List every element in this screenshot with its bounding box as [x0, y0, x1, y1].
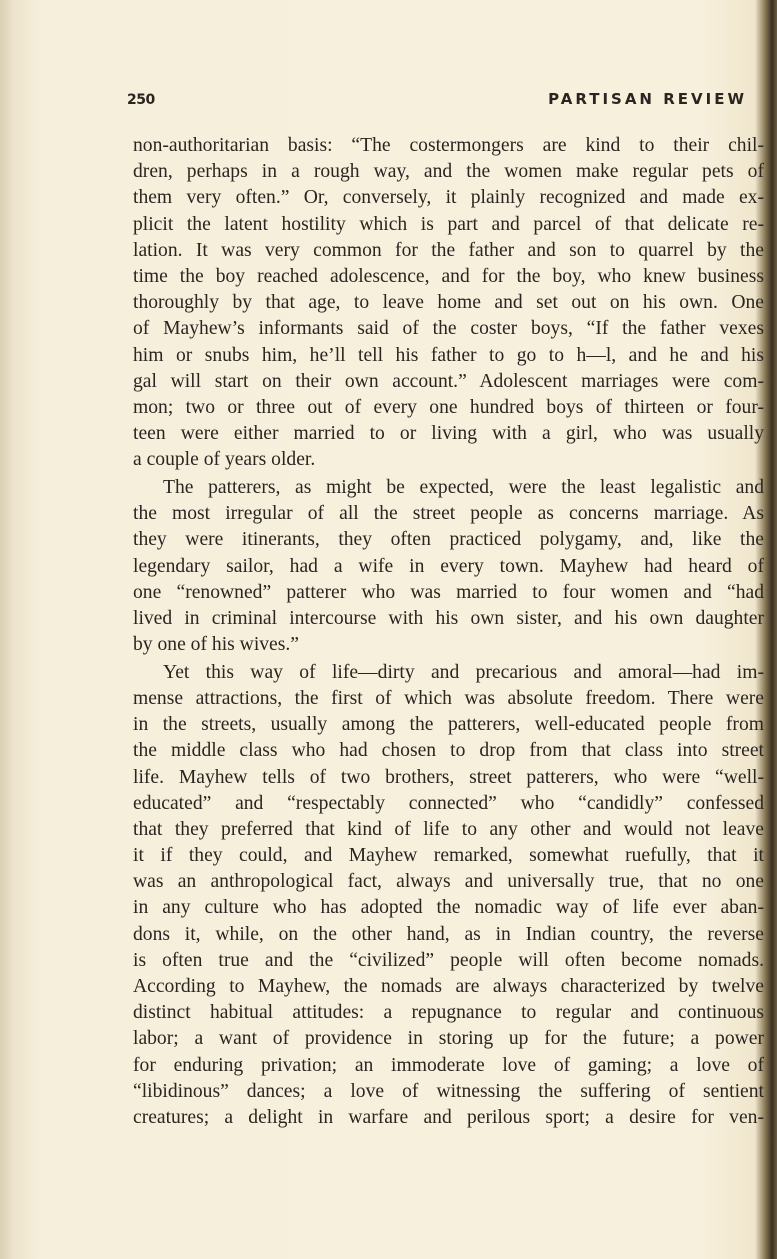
- text-line: labor; a want of providence in storing up for the future; a power: [133, 1028, 764, 1050]
- text-line: them very often.” Or, conversely, it plainly recognized and made ex-: [133, 187, 764, 209]
- text-line: non-authoritarian basis: “The costermongers are kind to their chil-: [133, 135, 764, 156]
- text-line: one “renowned” patterer who was married to four women and “had: [133, 581, 764, 603]
- text-line: educated” and “respectably connected” who “candidly” confessed: [133, 792, 764, 814]
- text-line: According to Mayhew, the nomads are always characterized by twelve: [133, 976, 764, 997]
- page-number: 250: [127, 92, 155, 108]
- text-line: a couple of years older.: [133, 449, 316, 471]
- text-line: they were itinerants, they often practiced polygamy, and, like the: [133, 529, 764, 551]
- text-line: teen were either married to or living with a girl, who was usually: [133, 423, 764, 445]
- text-line: the most irregular of all the street people as concerns marriage. As: [133, 503, 764, 525]
- text-line: Yet this way of life—dirty and precarious and amoral—had im-: [163, 661, 764, 683]
- running-title: PARTISAN REVIEW: [548, 90, 747, 108]
- text-line: in any culture who has adopted the nomadic way of life ever aban-: [133, 897, 764, 919]
- text-line: life. Mayhew tells of two brothers, street patterers, who were “well-: [133, 766, 764, 788]
- text-line: legendary sailor, had a wife in every town. Mayhew had heard of: [133, 555, 764, 577]
- text-line: him or snubs him, he’ll tell his father to go to h—l, and he and his: [133, 344, 764, 366]
- text-line: the middle class who had chosen to drop from that class into street: [133, 740, 764, 762]
- text-line: of Mayhew’s informants said of the coster boys, “If the father vexes: [133, 318, 764, 340]
- text-line: plicit the latent hostility which is part and parcel of that delicate re-: [133, 213, 764, 235]
- text-line: was an anthropological fact, always and universally true, that no one: [133, 871, 764, 893]
- text-line: mense attractions, the first of which was absolute freedom. There were: [133, 687, 764, 709]
- running-header: [127, 90, 747, 114]
- page-body-text: [133, 133, 764, 1133]
- text-line: is often true and the “civilized” people will often become nomads.: [133, 949, 764, 971]
- text-line: thoroughly by that age, to leave home and set out on his own. One: [133, 292, 764, 314]
- paragraph: [133, 660, 764, 1131]
- text-line: dren, perhaps in a rough way, and the women make regular pets of: [133, 161, 764, 183]
- text-line: mon; two or three out of every one hundred boys of thirteen or four-: [133, 396, 764, 418]
- text-line: distinct habitual attitudes: a repugnance to regular and continuous: [133, 1002, 764, 1024]
- text-line: gal will start on their own account.” Adolescent marriages were com-: [133, 370, 764, 392]
- paragraph: [133, 475, 764, 658]
- text-line: “libidinous” dances; a love of witnessing the suffering of sentient: [133, 1080, 764, 1102]
- text-line: The patterers, as might be expected, were the least legalistic and: [163, 476, 764, 498]
- text-line: by one of his wives.”: [133, 634, 299, 656]
- text-line: time the boy reached adolescence, and for the boy, who knew business: [133, 265, 764, 287]
- text-line: creatures; a delight in warfare and perilous sport; a desire for ven-: [133, 1106, 764, 1128]
- text-line: in the streets, usually among the patterers, well-educated people from: [133, 714, 764, 736]
- paragraph: [133, 133, 764, 473]
- text-line: it if they could, and Mayhew remarked, somewhat ruefully, that it: [133, 845, 764, 867]
- text-line: that they preferred that kind of life to any other and would not leave: [133, 818, 764, 840]
- text-line: dons it, while, on the other hand, as in Indian country, the reverse: [133, 923, 764, 945]
- text-line: for enduring privation; an immoderate love of gaming; a love of: [133, 1054, 764, 1076]
- text-line: lived in criminal intercourse with his own sister, and his own daughter: [133, 607, 764, 629]
- text-line: lation. It was very common for the father and son to quarrel by the: [133, 239, 764, 261]
